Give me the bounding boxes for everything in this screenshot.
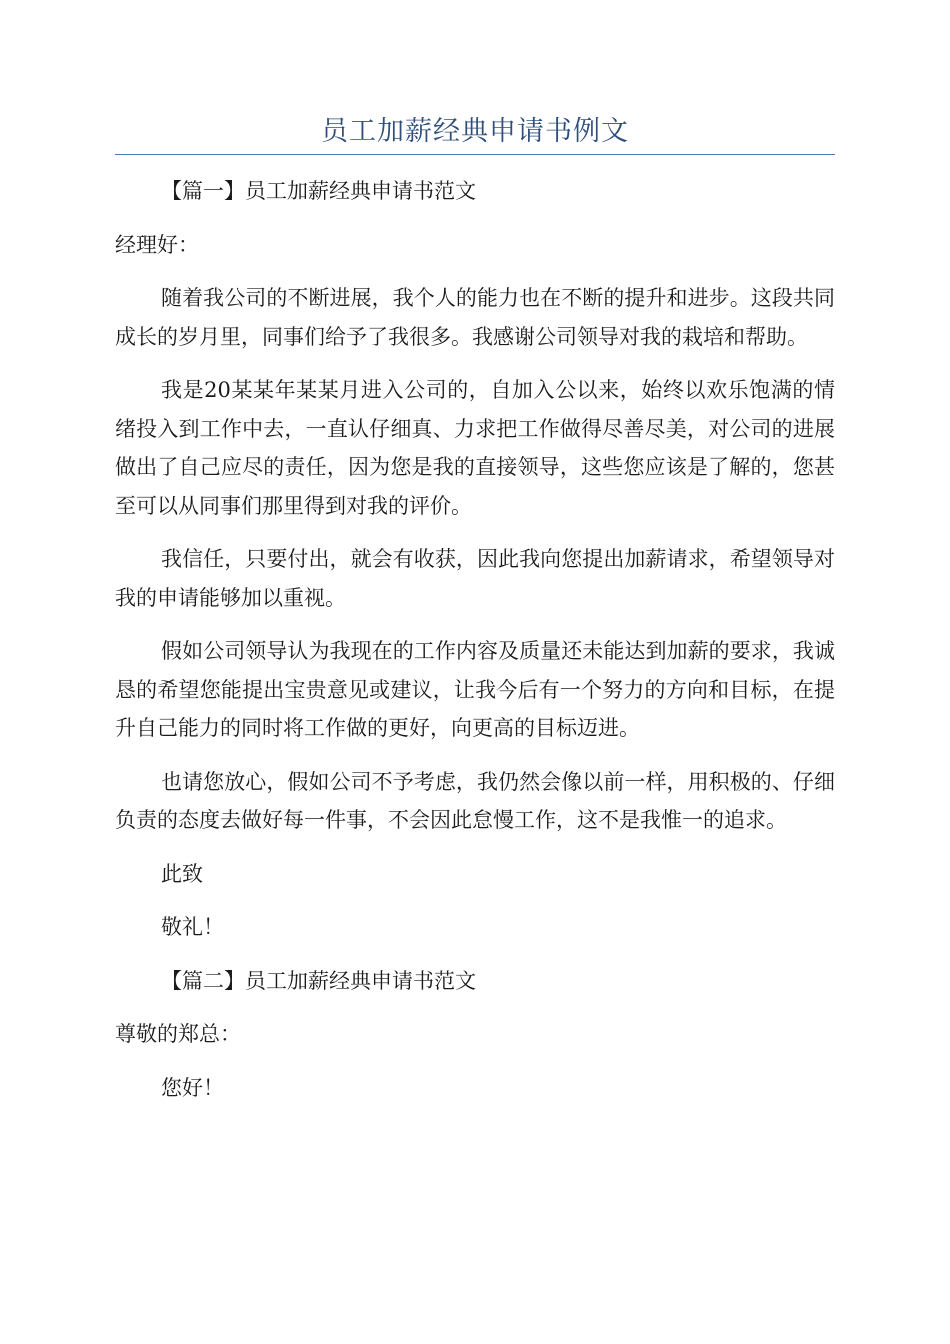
document-title: 员工加薪经典申请书例文 [321, 116, 629, 147]
document-body [115, 172, 835, 1122]
paragraph: 也请您放心，假如公司不予考虑，我仍然会像以前一样，用积极的、仔细负责的态度去做好每一件事，不会因此怠慢工作，这不是我惟一的追求。 [115, 769, 835, 832]
paragraph: 随着我公司的不断进展，我个人的能力也在不断的提升和进步。这段共同成长的岁月里，同事们给予了我很多。我感谢公司领导对我的栽培和帮助。 [115, 286, 835, 349]
closing-line: 此致 [161, 861, 203, 886]
paragraph: 我信任，只要付出，就会有收获，因此我向您提出加薪请求，希望领导对我的申请能够加以重视。 [115, 547, 835, 610]
section-heading-2: 【篇二】员工加薪经典申请书范文 [161, 968, 476, 993]
closing-line: 敬礼！ [161, 915, 224, 939]
greeting: 您好！ [161, 1075, 224, 1100]
section-heading-1: 【篇一】员工加薪经典申请书范文 [161, 179, 476, 203]
paragraph: 假如公司领导认为我现在的工作内容及质量还未能达到加薪的要求，我诚恳的希望您能提出宝贵意见或建议，让我今后有一个努力的方向和目标，在提升自己能力的同时将工作做的更好，向更高的目标迈进。 [115, 639, 835, 740]
salutation-1: 经理好： [115, 232, 199, 257]
salutation-2: 尊敬的郑总： [115, 1022, 241, 1046]
title-underline [115, 154, 835, 155]
paragraph: 我是20某某年某某月进入公司的，自加入公以来，始终以欢乐饱满的情绪投入到工作中去，一直认仔细真、力求把工作做得尽善尽美，对公司的进展做出了自己应尽的责任，因为您是我的直接领导，这些您应该是了解的，您甚至可以从同事们那里得到对我的评价。 [115, 378, 835, 518]
